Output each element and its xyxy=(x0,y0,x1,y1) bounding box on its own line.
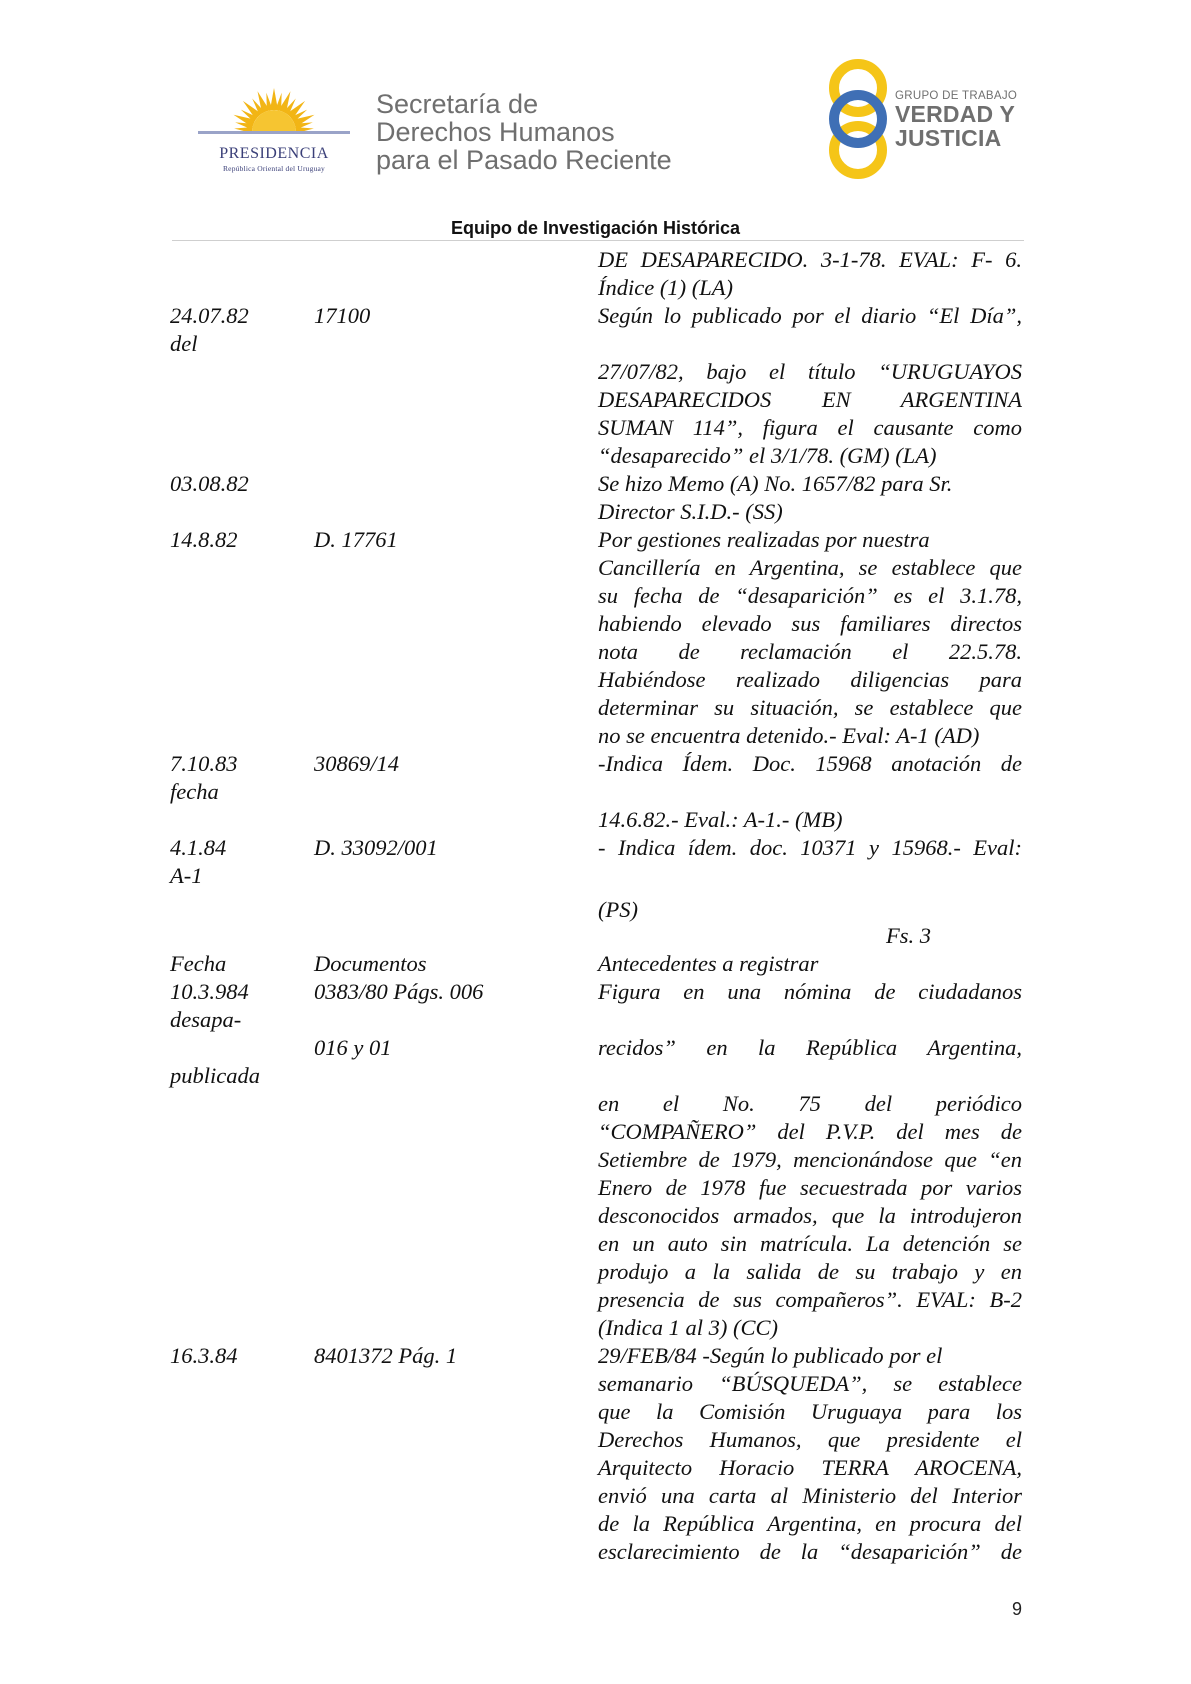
text-line: “COMPAÑERO” del P.V.P. del mes de xyxy=(598,1119,1022,1144)
text-line: envió una carta al Ministerio del Interior xyxy=(598,1483,1022,1508)
grupo-line-2: VERDAD Y xyxy=(895,101,1016,127)
text-line: 16.3.84 xyxy=(170,1343,238,1368)
text-line: 0383/80 Págs. 006 xyxy=(314,979,484,1004)
text-line: Fecha xyxy=(170,951,227,976)
text-line: Arquitecto Horacio TERRA AROCENA, xyxy=(598,1455,1022,1480)
text-line: 29/FEB/84 -Según lo publicado por el xyxy=(598,1343,943,1368)
text-line: Por gestiones realizadas por nuestra xyxy=(598,527,930,552)
text-line: D. 33092/001 xyxy=(314,835,438,860)
text-line: desconocidos armados, que la introdujeron xyxy=(598,1203,1022,1228)
text-line: A-1 xyxy=(170,863,203,888)
text-line: produjo a la salida de su trabajo y en xyxy=(598,1259,1022,1284)
text-line: 30869/14 xyxy=(314,751,400,776)
page-number: 9 xyxy=(1012,1599,1023,1619)
text-line: (Indica 1 al 3) (CC) xyxy=(598,1315,778,1340)
secretaria-line-1: Secretaría de xyxy=(376,89,539,119)
text-line: publicada xyxy=(170,1063,260,1088)
text-line: nota de reclamación el 22.5.78. xyxy=(598,639,1022,664)
text-line: su fecha de “desaparición” es el 3.1.78, xyxy=(598,583,1022,608)
team-title: Equipo de Investigación Histórica xyxy=(450,218,741,238)
presidencia-subtitle: República Oriental del Uruguay xyxy=(222,164,325,173)
text-line: -Indica Ídem. Doc. 15968 anotación de xyxy=(598,751,1022,776)
text-line: que la Comisión Uruguaya para los xyxy=(598,1399,1022,1424)
grupo-line-1: GRUPO DE TRABAJO xyxy=(895,90,1018,102)
text-line: Figura en una nómina de ciudadanos xyxy=(598,979,1022,1004)
presidencia-title: PRESIDENCIA xyxy=(219,145,329,162)
text-line: Cancillería en Argentina, se establece que xyxy=(598,555,1022,580)
text-line: no se encuentra detenido.- Eval: A-1 (AD) xyxy=(598,723,980,748)
text-line: Se hizo Memo (A) No. 1657/82 para Sr. xyxy=(598,471,953,496)
text-line: fecha xyxy=(170,779,219,804)
text-line: 03.08.82 xyxy=(170,471,249,496)
text-line: 016 y 01 xyxy=(314,1035,392,1060)
text-line: Director S.I.D.- (SS) xyxy=(598,499,783,524)
text-line: 24.07.82 xyxy=(170,303,249,328)
secretaria-line-3: para el Pasado Reciente xyxy=(376,145,672,175)
text-line: determinar su situación, se establece que xyxy=(598,695,1022,720)
text-line: Fs. 3 xyxy=(886,923,931,948)
text-line: DESAPARECIDOS EN ARGENTINA xyxy=(598,387,1022,412)
text-line: del xyxy=(170,331,198,356)
text-line: SUMAN 114”, figura el causante como xyxy=(598,415,1022,440)
text-line: Antecedentes a registrar xyxy=(598,951,819,976)
text-line: desapa- xyxy=(170,1007,242,1032)
text-line: 17100 xyxy=(314,303,371,328)
text-line: Índice (1) (LA) xyxy=(598,275,733,300)
text-line: Enero de 1978 fue secuestrada por varios xyxy=(598,1175,1022,1200)
text-line: en el No. 75 del periódico xyxy=(598,1091,1022,1116)
text-line: 7.10.83 xyxy=(170,751,238,776)
text-line: Setiembre de 1979, mencionándose que “en xyxy=(598,1147,1022,1172)
text-line: 14.6.82.- Eval.: A-1.- (MB) xyxy=(598,807,843,832)
text-line: “desaparecido” el 3/1/78. (GM) (LA) xyxy=(598,443,937,468)
text-line: semanario “BÚSQUEDA”, se establece xyxy=(598,1371,1022,1396)
text-line: esclarecimiento de la “desaparición” de xyxy=(598,1539,1022,1564)
text-line: (PS) xyxy=(598,897,638,922)
text-line: 10.3.984 xyxy=(170,979,249,1004)
text-line: D. 17761 xyxy=(314,527,398,552)
text-line: DE DESAPARECIDO. 3-1-78. EVAL: F- 6. xyxy=(598,247,1022,272)
text-line: 4.1.84 xyxy=(170,835,227,860)
text-line: de la República Argentina, en procura del xyxy=(598,1511,1022,1536)
text-line: - Indica ídem. doc. 10371 y 15968.- Eval: xyxy=(598,835,1022,860)
grupo-line-3: JUSTICIA xyxy=(895,125,1002,151)
text-line: Según lo publicado por el diario “El Día”, xyxy=(598,303,1022,328)
text-line: Habiéndose realizado diligencias para xyxy=(598,667,1022,692)
text-line: 14.8.82 xyxy=(170,527,238,552)
text-line: habiendo elevado sus familiares directos xyxy=(598,611,1022,636)
text-line: Derechos Humanos, que presidente el xyxy=(598,1427,1022,1452)
secretaria-line-2: Derechos Humanos xyxy=(376,117,615,147)
text-line: recidos” en la República Argentina, xyxy=(598,1035,1022,1060)
text-line: 8401372 Pág. 1 xyxy=(314,1343,458,1368)
text-line: en un auto sin matrícula. La detención se xyxy=(598,1231,1022,1256)
text-line: presencia de sus compañeros”. EVAL: B-2 xyxy=(598,1287,1022,1312)
text-line: 27/07/82, bajo el título “URUGUAYOS xyxy=(598,359,1022,384)
text-line: Documentos xyxy=(314,951,427,976)
